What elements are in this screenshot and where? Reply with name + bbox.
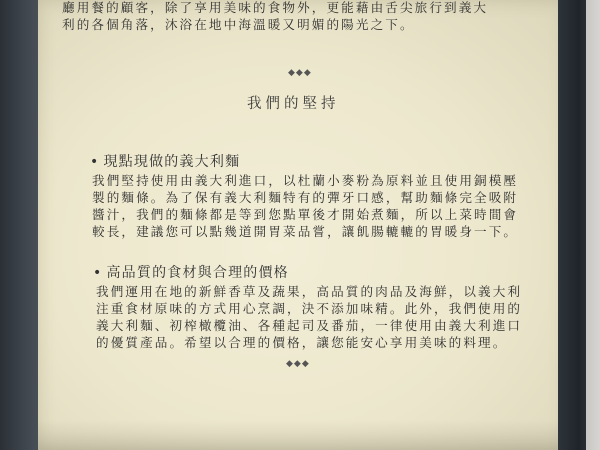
bullet-icon: • [93,265,103,281]
section1-line-1: 我們堅持使用由義大利進口，以杜蘭小麥粉為原料並且使用銅模壓 [92,173,519,188]
frame-left-edge [0,0,40,450]
section1-heading [90,151,240,171]
section1-line-4: 較長，建議您可以點幾道開胃菜品嘗，讓飢腸轆轆的胃暖身一下。 [92,224,519,239]
section2-line-4: 的優質產品。希望以合理的價格，讓您能安心享用美味的料理。 [96,335,508,350]
wall-edge [586,0,600,450]
divider-ornament-bottom: ◆◆◆ [286,359,310,369]
paper-shadow [38,420,566,450]
divider-ornament-top: ◆◆◆ [288,68,312,78]
section-title: 我們的堅持 [247,96,340,112]
section2-line-2: 注重食材原味的方式用心烹調，決不添加味精。此外，我們使用的 [96,301,523,316]
intro-line-1: 廳用餐的顧客，除了享用美味的食物外，更能藉由舌尖旅行到義大 [62,0,489,15]
section2-line-1: 我們運用在地的新鮮香草及蔬果，高品質的肉品及海鮮，以義大利 [96,284,523,299]
section2-line-3: 義大利麵、初榨橄欖油、各種起司及番茄，一律使用由義大利進口 [96,318,523,333]
section1-heading-text: 現點現做的義大利麵 [103,154,241,170]
bullet-icon: • [90,154,100,170]
section1-line-2: 製的麵條。為了保有義大利麵特有的彈牙口感，幫助麵條完全吸附 [92,190,519,205]
section2-heading [93,262,289,282]
intro-line-2: 利的各個角落，沐浴在地中海溫暖又明媚的陽光之下。 [62,17,415,32]
section1-line-3: 醬汁，我們的麵條都是等到您點單後才開始煮麵，所以上菜時間會 [92,207,519,222]
section2-heading-text: 高品質的食材與合理的價格 [106,265,289,281]
